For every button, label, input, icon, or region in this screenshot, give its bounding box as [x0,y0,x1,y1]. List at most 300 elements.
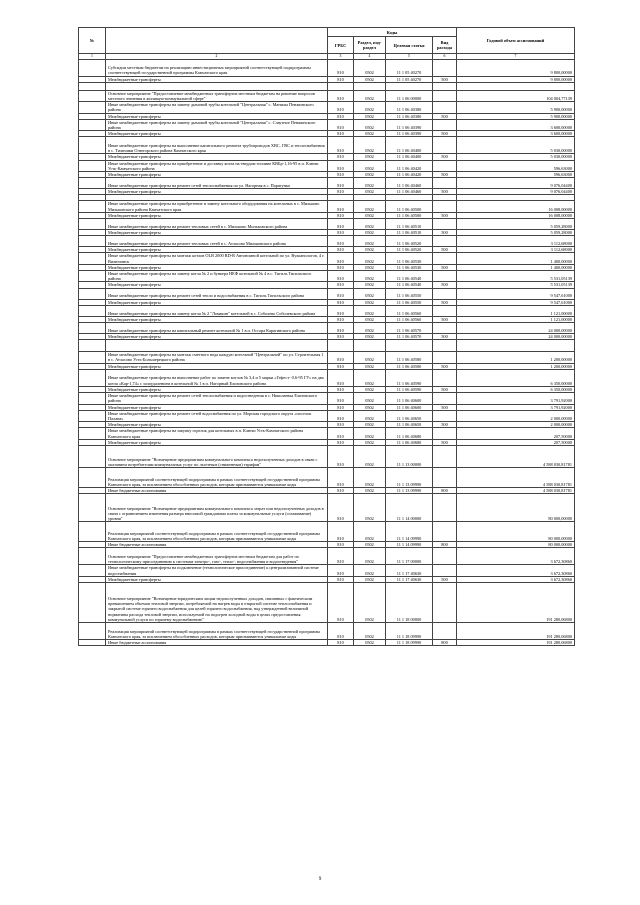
row-grbs: 810 [328,316,354,322]
table-row [79,352,575,363]
row-description: Межбюджетные трансферты [106,131,328,137]
row-description: Иные межбюджетные трансферты на монтаж котлов OLB 2000 RD-R Автономной котельной по ул. Вулканологов, 4 г. Вилючинск [106,253,328,264]
row-description: Межбюджетные трансферты [106,334,328,340]
table-row [79,201,575,212]
row-grbs: 810 [328,542,354,548]
row-grbs: 810 [328,236,354,247]
row-grbs: 810 [328,439,354,445]
row-expense-type: 500 [433,264,457,270]
row-description: Иные межбюджетные трансферты на замену дымовой трубы котельной "Центральная" с. Манилы Пенжинского района [106,102,328,113]
row-grbs: 810 [328,404,354,410]
row-amount: 3 672,30860 [457,548,575,565]
row-razdel: 0502 [354,445,386,467]
row-amount: 5 900,00000 [457,102,575,113]
row-amount: 1 400,00000 [457,264,575,270]
header-razdel: Раздел, под- раздел [354,37,386,54]
row-number [79,219,106,230]
row-description: Иные межбюджетные трансферты на ремонт тепловых сетей в с. Атласово Мильковского района [106,236,328,247]
row-target-article: 11 1 06 40380 [386,102,433,113]
row-grbs: 810 [328,639,354,645]
row-razdel: 0502 [354,236,386,247]
row-grbs: 810 [328,522,354,542]
row-target-article [386,82,433,90]
row-number [79,622,106,639]
row-target-article: 11 1 06 40400 [386,137,433,154]
row-amount: 5 531,05139 [457,271,575,282]
row-grbs: 810 [328,369,354,386]
row-target-article: 11 1 06 40680 [386,428,433,439]
row-expense-type: 500 [433,422,457,428]
row-grbs: 810 [328,154,354,160]
row-number [79,59,106,76]
table-row [79,160,575,171]
row-amount: 104 004,77139 [457,90,575,101]
row-grbs: 810 [328,334,354,340]
column-index: 7 [457,54,575,60]
header-target-article: Целевая статья [386,37,433,54]
row-razdel: 0502 [354,247,386,253]
row-target-article: 11 1 18 00000 [386,582,433,622]
row-target-article: 11 1 06 40560 [386,316,433,322]
row-target-article: 11 1 06 40540 [386,271,433,282]
row-number [79,352,106,363]
row-description: Реализация мероприятий соответствующей подпрограммы в рамках соответствующей государственной программы Камчатского края, за исключением обособленных расходов, которым присваиваются уникальные коды [106,467,328,487]
row-razdel: 0502 [354,282,386,288]
row-amount: 207,50000 [457,439,575,445]
row-target-article: 11 1 06 40680 [386,439,433,445]
row-grbs: 810 [328,76,354,82]
row-expense-type [433,271,457,282]
row-amount: 9 547,61000 [457,288,575,299]
row-grbs: 810 [328,582,354,622]
row-expense-type: 500 [433,247,457,253]
row-target-article: 11 1 14 09990 [386,542,433,548]
row-expense-type [433,548,457,565]
row-target-article: 11 1 06 40400 [386,154,433,160]
row-target-article: 11 1 13 09990 [386,487,433,493]
row-razdel: 0502 [354,487,386,493]
row-expense-type [433,393,457,404]
row-grbs: 810 [328,178,354,189]
row-expense-type [433,445,457,467]
row-target-article: 11 1 14 00000 [386,494,433,522]
row-expense-type: 500 [433,299,457,305]
row-grbs: 810 [328,352,354,363]
row-grbs: 810 [328,288,354,299]
row-amount: 5 531,05139 [457,282,575,288]
row-number [79,236,106,247]
row-description: Межбюджетные трансферты [106,422,328,428]
row-expense-type [433,160,457,171]
row-expense-type [433,494,457,522]
row-razdel: 0502 [354,542,386,548]
row-target-article: 11 1 06 40500 [386,201,433,212]
header-amount: Годовой объем ассигнований [457,28,575,54]
table-row [79,467,575,487]
row-description: Иные межбюджетные трансферты на ремонт сетей теплоснабжения по ул. Нагорная в с. Паратунка [106,178,328,189]
row-razdel: 0502 [354,522,386,542]
row-expense-type: 800 [433,542,457,548]
row-razdel: 0502 [354,582,386,622]
row-razdel: 0502 [354,59,386,76]
row-grbs: 810 [328,212,354,218]
row-target-article: 11 1 13 00000 [386,445,433,467]
row-expense-type: 500 [433,212,457,218]
row-amount: 191 280,06800 [457,622,575,639]
row-expense-type: 500 [433,230,457,236]
table-row [79,522,575,542]
row-expense-type [433,119,457,130]
row-amount: 9 800,00000 [457,76,575,82]
row-target-article: 11 1 05 40270 [386,76,433,82]
row-expense-type [433,253,457,264]
row-amount: 16 008,00000 [457,201,575,212]
row-amount: 4 588 030,81781 [457,487,575,493]
row-amount: 1 200,00000 [457,352,575,363]
row-expense-type: 500 [433,131,457,137]
row-target-article: 11 1 18 09990 [386,639,433,645]
row-number [79,288,106,299]
column-index: 6 [433,54,457,60]
row-number [79,340,106,352]
row-grbs: 810 [328,487,354,493]
row-expense-type: 500 [433,404,457,410]
row-amount: 5 059,28000 [457,219,575,230]
row-target-article: 11 1 06 40500 [386,212,433,218]
row-expense-type [433,369,457,386]
row-grbs: 810 [328,172,354,178]
table-row [79,565,575,576]
row-grbs: 810 [328,264,354,270]
row-razdel: 0502 [354,323,386,334]
row-description: Иные межбюджетные трансферты на замену котла № 2 и бункера НЕФ котельной № 4 в с. Тигиль Тигильского района [106,271,328,282]
row-amount: 1 200,00000 [457,363,575,369]
row-razdel: 0502 [354,494,386,522]
row-expense-type [433,582,457,622]
row-target-article: 11 1 06 40520 [386,247,433,253]
row-grbs: 810 [328,219,354,230]
row-target-article: 11 1 06 40530 [386,253,433,264]
row-razdel: 0502 [354,212,386,218]
column-index: 4 [354,54,386,60]
row-description: Межбюджетные трансферты [106,386,328,392]
row-number [79,253,106,264]
row-razdel: 0502 [354,393,386,404]
row-razdel: 0502 [354,410,386,421]
row-target-article: 11 1 06 40590 [386,386,433,392]
row-razdel: 0502 [354,230,386,236]
row-number [79,369,106,386]
row-description: Иные межбюджетные трансферты на приобретение и доставку котла на твердом топливе КВБр-1,16-95 в п. Ключи Усть-Камчатского района [106,160,328,171]
table-row [79,119,575,130]
row-razdel: 0502 [354,576,386,582]
row-grbs: 810 [328,299,354,305]
row-description: Межбюджетные трансферты [106,113,328,119]
row-number [79,160,106,171]
row-razdel: 0502 [354,639,386,645]
row-target-article: 11 1 06 40550 [386,299,433,305]
table-row [79,178,575,189]
row-razdel: 0502 [354,565,386,576]
row-target-article: 11 1 06 40420 [386,160,433,171]
row-razdel: 0502 [354,178,386,189]
row-number [79,90,106,101]
row-grbs: 810 [328,305,354,316]
row-expense-type: 800 [433,639,457,645]
row-grbs: 810 [328,59,354,76]
row-target-article [386,340,433,352]
row-description: Иные межбюджетные трансферты на ремонт сетей тепло и водоснабжения в с. Тигиль Тигильского района [106,288,328,299]
row-grbs: 810 [328,247,354,253]
row-amount: 3 791,92000 [457,393,575,404]
row-expense-type: 500 [433,154,457,160]
table-row [79,137,575,154]
row-grbs: 810 [328,494,354,522]
row-grbs: 810 [328,622,354,639]
table-row [79,393,575,404]
table-row [79,271,575,282]
row-target-article: 11 1 06 40600 [386,393,433,404]
row-description: Основное мероприятие "Возмещение юридическим лицам недополученных доходов, связанных с фактическим превышением объемов тепловой энергии, потребляемой на нагрев воды в открытой системе теплоснабжения и закрытой системе горячего водоснабжения для целей горячего водоснабжения, над утвержденной величиной нормативы расхода тепловой энергии, используемой на подогрев холодной воды в целях предоставления коммунальной услуги по горячему водоснабжению" [106,582,328,622]
row-razdel: 0502 [354,160,386,171]
row-expense-type: 500 [433,113,457,119]
row-description: Межбюджетные трансферты [106,316,328,322]
row-number [79,393,106,404]
row-expense-type [433,201,457,212]
header-codes: Коды [328,28,457,37]
row-target-article: 11 1 14 09990 [386,522,433,542]
row-description: Основное мероприятие "Предоставление межбюджетных трансфертов местным бюджетам для работ по технологическому присоединению к системам электро-, газо-, тепло-, водоснабжения и водоотведения" [106,548,328,565]
row-target-article: 11 1 06 40520 [386,236,433,247]
row-number [79,102,106,113]
row-grbs: 810 [328,363,354,369]
row-description: Межбюджетные трансферты [106,264,328,270]
table-row [79,288,575,299]
row-amount: 2 000,00000 [457,422,575,428]
row-expense-type [433,305,457,316]
row-amount: 4 588 030,81781 [457,445,575,467]
row-amount: 3 112,68000 [457,247,575,253]
row-grbs: 810 [328,230,354,236]
row-number [79,467,106,487]
row-razdel [354,82,386,90]
table-row [79,369,575,386]
row-expense-type [433,178,457,189]
row-razdel: 0502 [354,219,386,230]
row-target-article: 11 1 06 40460 [386,178,433,189]
row-grbs [328,340,354,352]
row-amount: 3 600,00000 [457,131,575,137]
row-target-article: 11 1 06 40560 [386,305,433,316]
column-index: 5 [386,54,433,60]
row-grbs: 810 [328,131,354,137]
row-target-article: 11 1 06 40580 [386,363,433,369]
row-expense-type: 500 [433,316,457,322]
row-number [79,582,106,622]
row-razdel: 0502 [354,363,386,369]
row-grbs: 810 [328,201,354,212]
row-amount: 3 791,92000 [457,404,575,410]
row-description [106,340,328,352]
row-grbs: 810 [328,565,354,576]
column-index: 1 [79,54,106,60]
column-index: 3 [328,54,354,60]
row-razdel: 0502 [354,119,386,130]
row-number [79,305,106,316]
header-number: № [79,28,106,54]
table-row [79,582,575,622]
row-expense-type: 500 [433,363,457,369]
row-description [106,82,328,90]
table-row [79,219,575,230]
row-description: Межбюджетные трансферты [106,282,328,288]
row-amount: 16 008,00000 [457,212,575,218]
row-amount: 191 280,06800 [457,639,575,645]
table-row [79,340,575,352]
row-amount: 5 030,00000 [457,137,575,154]
row-target-article: 11 1 06 40510 [386,219,433,230]
row-razdel: 0502 [354,253,386,264]
row-grbs: 810 [328,548,354,565]
row-description: Иные межбюджетные трансферты на выполнение капитального ремонта трубопроводов ХВС, ГВС и теплоснабжения в с. Тиличики Олюторского района Камчатского края [106,137,328,154]
header-grbs: ГРБС [328,37,354,54]
row-description: Иные межбюджетные трансферты на ремонт тепловых сетей в с. Мильково Мильковского района [106,219,328,230]
row-razdel: 0502 [354,90,386,101]
row-target-article: 11 1 06 40390 [386,119,433,130]
row-description: Иные межбюджетные трансферты на выполнение работ по замене котлов № 3,4 и 5 марки «Гефест- 0,6-95 ГУ» на два котла «Кар-1,74» с золоудалением в котельной № 1 в п. Нагорный Елизовского района [106,369,328,386]
row-description: Иные межбюджетные трансферты на подключение (технологическое присоединение) к централизованной системе водоснабжения [106,565,328,576]
table-row [79,59,575,76]
row-amount: 207,50000 [457,428,575,439]
row-grbs: 810 [328,102,354,113]
row-description: Иные бюджетные ассигнования [106,639,328,645]
header-description [106,28,328,54]
row-target-article: 11 1 06 40570 [386,323,433,334]
row-expense-type [433,219,457,230]
row-description: Иные бюджетные ассигнования [106,542,328,548]
row-razdel: 0502 [354,154,386,160]
row-amount: 9 076,04400 [457,189,575,195]
row-amount: 80 000,00000 [457,494,575,522]
table-row [79,428,575,439]
row-number [79,271,106,282]
row-target-article: 11 1 06 00000 [386,90,433,101]
row-grbs: 810 [328,576,354,582]
row-description: Межбюджетные трансферты [106,212,328,218]
row-amount: 596,63000 [457,160,575,171]
row-grbs: 810 [328,271,354,282]
row-target-article: 11 1 06 40390 [386,131,433,137]
row-amount: 9 547,61000 [457,299,575,305]
row-number [79,565,106,576]
row-grbs: 810 [328,189,354,195]
row-amount: 596,63000 [457,172,575,178]
page-number: 9 [318,876,322,882]
row-expense-type [433,622,457,639]
table-row [79,622,575,639]
row-target-article: 11 1 17 40630 [386,576,433,582]
row-razdel: 0502 [354,201,386,212]
row-target-article: 11 1 06 40380 [386,113,433,119]
table-row [79,410,575,421]
row-expense-type [433,137,457,154]
row-amount: 1 121,00000 [457,316,575,322]
row-razdel: 0502 [354,352,386,363]
row-description: Реализация мероприятий соответствующей подпрограммы в рамках соответствующей государственной программы Камчатского края, за исключением обособленных расходов, которым присваиваются уникальные коды [106,622,328,639]
row-amount: 3 672,30860 [457,565,575,576]
row-amount: 1 400,00000 [457,253,575,264]
row-amount: 4 588 030,81781 [457,467,575,487]
row-target-article: 11 1 06 40510 [386,230,433,236]
row-description: Иные межбюджетные трансферты на приобретение и замену котельного оборудования на котельных в с. Мильково Мильковского района Камчатского края [106,201,328,212]
row-razdel: 0502 [354,264,386,270]
table-body [79,59,575,646]
row-grbs: 810 [328,410,354,421]
row-grbs: 810 [328,90,354,101]
row-razdel: 0502 [354,316,386,322]
row-razdel: 0502 [354,76,386,82]
row-expense-type [433,428,457,439]
row-description: Иные межбюджетные трансферты на капитальный ремонт котельной № 1 в п. Оссора Карагинского района [106,323,328,334]
row-expense-type: 500 [433,576,457,582]
row-number [79,428,106,439]
row-grbs [328,82,354,90]
row-amount: 6 350,00000 [457,386,575,392]
row-razdel: 0502 [354,271,386,282]
row-description: Основное мероприятие "Возмещение предприятиям коммунального комплекса недополученных доходов в связи с оказанием потребителям коммунальных услуг по льготным (сниженным) тарифам" [106,445,328,467]
row-razdel: 0502 [354,428,386,439]
row-expense-type: 500 [433,282,457,288]
row-razdel: 0502 [354,288,386,299]
row-grbs: 810 [328,428,354,439]
row-description: Межбюджетные трансферты [106,247,328,253]
table-row [79,90,575,101]
row-target-article: 11 1 06 40420 [386,172,433,178]
row-target-article: 11 1 13 09990 [386,467,433,487]
row-number [79,445,106,467]
table-row [79,102,575,113]
row-expense-type [433,522,457,542]
row-razdel: 0502 [354,404,386,410]
row-target-article: 11 1 05 40270 [386,59,433,76]
row-razdel: 0502 [354,548,386,565]
row-number [79,82,106,90]
row-expense-type [433,323,457,334]
row-grbs: 810 [328,137,354,154]
row-description: Межбюджетные трансферты [106,230,328,236]
row-target-article: 11 1 06 40650 [386,422,433,428]
row-description: Межбюджетные трансферты [106,439,328,445]
row-amount: 6 350,00000 [457,369,575,386]
row-expense-type: 500 [433,334,457,340]
row-description: Иные межбюджетные трансферты на монтаж сметного вода каждую котельной "Центральной" по ул. Строительная 1 в с. Атласово Усть-Большерецкого района [106,352,328,363]
row-amount: 3 600,00000 [457,119,575,130]
table-row [79,305,575,316]
row-expense-type [433,102,457,113]
table-row [79,82,575,90]
row-razdel: 0502 [354,439,386,445]
row-amount: 3 112,68000 [457,236,575,247]
row-target-article: 11 1 06 40530 [386,264,433,270]
row-description: Межбюджетные трансферты [106,76,328,82]
row-description: Иные бюджетные ассигнования [106,487,328,493]
row-number [79,639,106,645]
row-target-article: 11 1 17 00000 [386,548,433,565]
row-description: Межбюджетные трансферты [106,154,328,160]
table-row [79,639,575,645]
row-expense-type: 800 [433,487,457,493]
table-row [79,548,575,565]
